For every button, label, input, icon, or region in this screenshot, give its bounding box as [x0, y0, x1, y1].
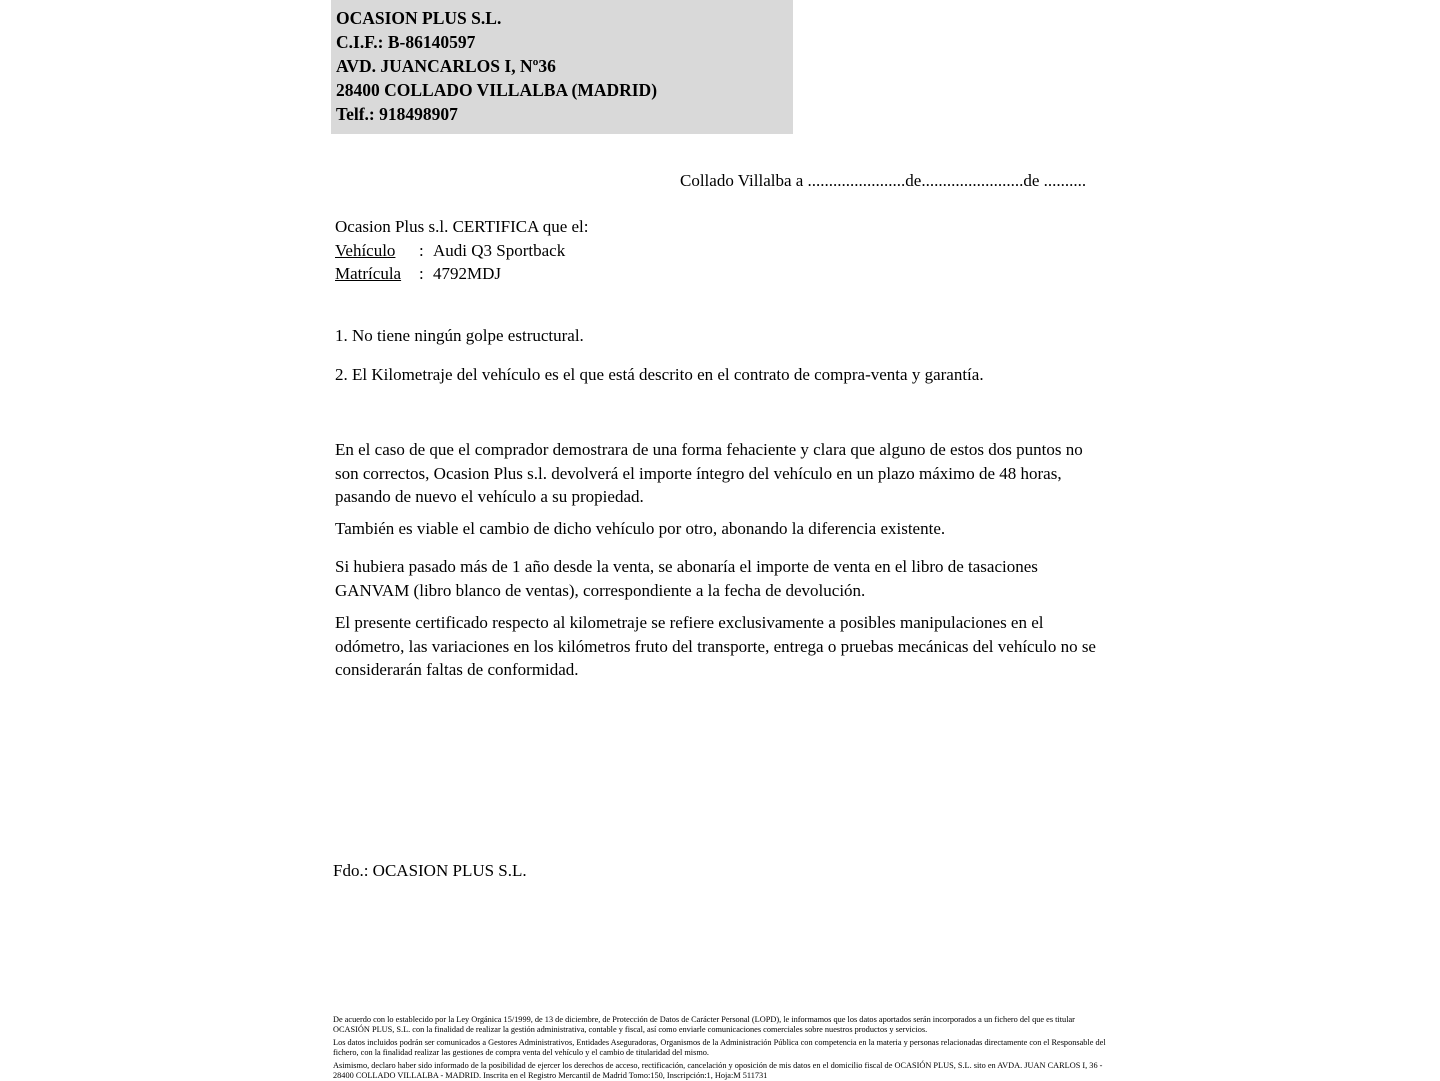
certification-intro: Ocasion Plus s.l. CERTIFICA que el: — [335, 217, 589, 236]
vehicle-label: Vehículo — [335, 240, 396, 260]
company-cif: C.I.F.: B-86140597 — [336, 32, 476, 52]
company-city: 28400 COLLADO VILLALBA (MADRID) — [336, 80, 658, 100]
point-item-2: 2. El Kilometraje del vehículo es el que está descrito en el contrato de compra-venta y garantía. — [335, 365, 984, 384]
company-name: OCASION PLUS S.L. — [336, 8, 502, 28]
certification-block — [335, 215, 589, 286]
legal-notice — [333, 1015, 1111, 1081]
vehicle-row — [335, 239, 589, 263]
legal-notice-paragraph-2: Los datos incluidos podrán ser comunicados a Gestores Administrativos, Entidades Aseguradoras, Organismos de la Administración Pública con competencia en la materia y personas relacionadas directamente con el Responsable del fichero, con la finalidad realizar las gestiones de compra venta del vehículo y el cambio de titularidad del mismo. — [333, 1038, 1106, 1057]
plate-value: 4792MDJ — [433, 264, 502, 283]
signature-line: Fdo.: OCASION PLUS S.L. — [333, 861, 527, 880]
plate-separator: : — [419, 264, 424, 283]
point-item-1: 1. No tiene ningún golpe estructural. — [335, 326, 584, 345]
date-line: Collado Villalba a .......................de........................de .......... — [680, 171, 1087, 190]
company-phone: Telf.: 918498907 — [336, 104, 458, 124]
vehicle-separator: : — [419, 240, 424, 260]
plate-row — [335, 262, 589, 286]
paragraph-ganvam: Si hubiera pasado más de 1 año desde la venta, se abonaría el importe de venta en el libro de tasaciones GANVAM (libro blanco de ventas), correspondiente a la fecha de devolución. — [335, 557, 1038, 600]
vehicle-value: Audi Q3 Sportback — [433, 240, 566, 260]
paragraph-refund-conditions: En el caso de que el comprador demostrara de una forma fehaciente y clara que alguno de estos dos puntos no son correctos, Ocasion Plus s.l. devolverá el importe íntegro del vehículo en un plazo máximo de 48 horas, pasando de nuevo el vehículo a su propiedad. — [335, 440, 1083, 506]
company-header-block — [331, 0, 793, 134]
paragraph-vehicle-exchange: También es viable el cambio de dicho vehículo por otro, abonando la diferencia existente. — [335, 519, 946, 538]
paragraph-odometer-scope: El presente certificado respecto al kilometraje se refiere exclusivamente a posibles manipulaciones en el odómetro, las variaciones en los kilómetros fruto del transporte, entrega o pruebas mecánicas del vehículo no se considerarán faltas de conformidad. — [335, 613, 1096, 679]
company-address: AVD. JUANCARLOS I, Nº36 — [336, 56, 556, 76]
legal-notice-paragraph-3: Asimismo, declaro haber sido informado de la posibilidad de ejercer los derechos de acceso, rectificación, cancelación y oposición de mis datos en el domicilio fiscal de OCASIÓN PLUS, S.L. sito en AVDA. JUAN CARLOS I, 36 - 28400 COLLADO VILLALBA - MADRID. Inscrita en el Registro Mercantil de Madrid Tomo:150, Inscripción:1, Hoja:M 511731 — [333, 1061, 1103, 1080]
legal-notice-paragraph-1: De acuerdo con lo establecido por la Ley Orgánica 15/1999, de 13 de diciembre, de Protección de Datos de Carácter Personal (LOPD), le informamos que los datos aportados serán incorporados a un fichero del que es titular OCASIÓN PLUS, S.L. con la finalidad de realizar la gestión administrativa, contable y fiscal, así como enviarle comunicaciones comerciales sobre nuestros productos y servicios. — [333, 1015, 1075, 1034]
plate-label: Matrícula — [335, 264, 402, 283]
